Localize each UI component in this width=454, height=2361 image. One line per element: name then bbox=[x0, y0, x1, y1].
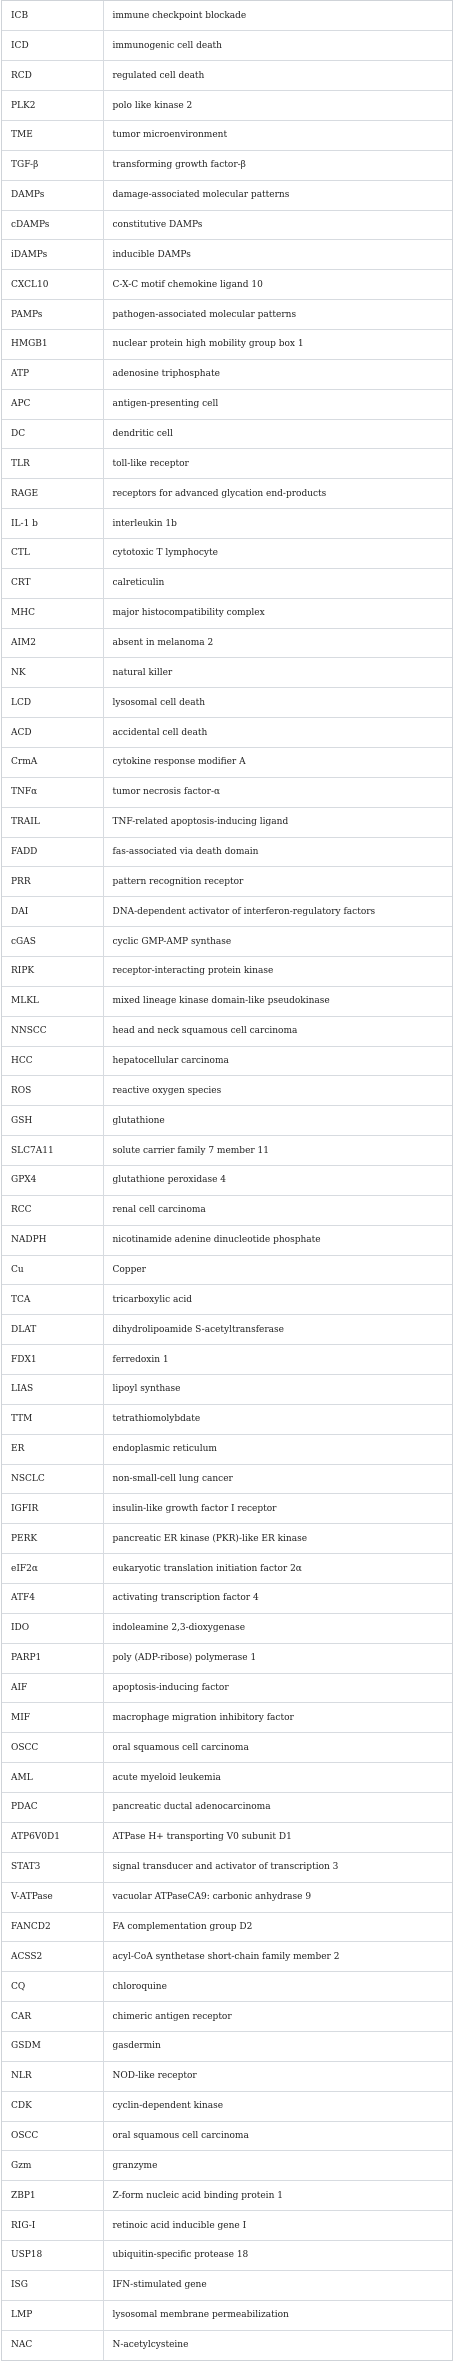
table-row bbox=[2, 2300, 452, 2330]
table-row bbox=[2, 658, 452, 688]
table-row bbox=[2, 210, 452, 240]
table-row bbox=[2, 957, 452, 987]
table-row bbox=[2, 1106, 452, 1136]
definition-cell: reactive oxygen species bbox=[103, 1076, 452, 1106]
abbreviation-cell: CQ bbox=[2, 1972, 103, 2002]
definition-cell: absent in melanoma 2 bbox=[103, 628, 452, 658]
definition-cell: DNA-dependent activator of interferon-regulatory factors bbox=[103, 897, 452, 927]
table-row bbox=[2, 2031, 452, 2061]
table-row bbox=[2, 2211, 452, 2241]
definition-cell: macrophage migration inhibitory factor bbox=[103, 1703, 452, 1733]
abbreviation-cell: CXCL10 bbox=[2, 270, 103, 300]
table-row bbox=[2, 628, 452, 658]
table-row bbox=[2, 777, 452, 807]
abbreviation-cell: DAMPs bbox=[2, 180, 103, 210]
abbreviation-cell: MHC bbox=[2, 598, 103, 628]
definition-cell: oral squamous cell carcinoma bbox=[103, 1733, 452, 1763]
definition-cell: acyl-CoA synthetase short-chain family member 2 bbox=[103, 1942, 452, 1972]
abbreviation-cell: ER bbox=[2, 1434, 103, 1464]
definition-cell: NOD-like receptor bbox=[103, 2061, 452, 2091]
abbreviation-cell: MIF bbox=[2, 1703, 103, 1733]
definition-cell: tetrathiomolybdate bbox=[103, 1404, 452, 1434]
definition-cell: signal transducer and activator of transcription 3 bbox=[103, 1852, 452, 1882]
table-row bbox=[2, 2151, 452, 2181]
table-row bbox=[2, 1404, 452, 1434]
abbreviation-cell: AML bbox=[2, 1763, 103, 1793]
definition-cell: non-small-cell lung cancer bbox=[103, 1464, 452, 1494]
definition-cell: receptor-interacting protein kinase bbox=[103, 957, 452, 987]
definition-cell: tumor necrosis factor-α bbox=[103, 777, 452, 807]
abbreviation-cell: TRAIL bbox=[2, 807, 103, 837]
definition-cell: damage-associated molecular patterns bbox=[103, 180, 452, 210]
table-row bbox=[2, 1763, 452, 1793]
table-row bbox=[2, 1136, 452, 1166]
abbreviation-cell: NLR bbox=[2, 2061, 103, 2091]
definition-cell: mixed lineage kinase domain-like pseudokinase bbox=[103, 986, 452, 1016]
abbreviation-cell: NNSCC bbox=[2, 1016, 103, 1046]
definition-cell: tricarboxylic acid bbox=[103, 1285, 452, 1315]
table-row bbox=[2, 2121, 452, 2151]
table-row bbox=[2, 867, 452, 897]
table-row bbox=[2, 1822, 452, 1852]
abbreviation-cell: PLK2 bbox=[2, 91, 103, 121]
abbreviation-cell: iDAMPs bbox=[2, 240, 103, 270]
definition-cell: regulated cell death bbox=[103, 61, 452, 91]
abbreviation-cell: DLAT bbox=[2, 1315, 103, 1345]
abbreviation-cell: TTM bbox=[2, 1404, 103, 1434]
table-row bbox=[2, 1673, 452, 1703]
table-row bbox=[2, 1942, 452, 1972]
abbreviation-cell: STAT3 bbox=[2, 1852, 103, 1882]
table-row bbox=[2, 568, 452, 598]
table-row bbox=[2, 1166, 452, 1196]
table-row bbox=[2, 1882, 452, 1912]
table-row bbox=[2, 1285, 452, 1315]
definition-cell: lysosomal cell death bbox=[103, 688, 452, 718]
table-row bbox=[2, 150, 452, 180]
table-row bbox=[2, 986, 452, 1016]
definition-cell: ubiquitin-specific protease 18 bbox=[103, 2240, 452, 2270]
definition-cell: pancreatic ductal adenocarcinoma bbox=[103, 1793, 452, 1823]
table-row bbox=[2, 1494, 452, 1524]
table-row bbox=[2, 1554, 452, 1584]
table-row bbox=[2, 2181, 452, 2211]
definition-cell: apoptosis-inducing factor bbox=[103, 1673, 452, 1703]
table-row bbox=[2, 1972, 452, 2002]
abbreviation-cell: ZBP1 bbox=[2, 2181, 103, 2211]
table-row bbox=[2, 240, 452, 270]
definition-cell: acute myeloid leukemia bbox=[103, 1763, 452, 1793]
definition-cell: major histocompatibility complex bbox=[103, 598, 452, 628]
definition-cell: ATPase H+ transporting V0 subunit D1 bbox=[103, 1822, 452, 1852]
definition-cell: polo like kinase 2 bbox=[103, 91, 452, 121]
abbreviation-cell: ATF4 bbox=[2, 1584, 103, 1614]
abbreviation-cell: DC bbox=[2, 419, 103, 449]
table-row bbox=[2, 718, 452, 748]
definition-cell: pathogen-associated molecular patterns bbox=[103, 300, 452, 330]
table-row bbox=[2, 270, 452, 300]
abbreviation-cell: cDAMPs bbox=[2, 210, 103, 240]
definition-cell: transforming growth factor-β bbox=[103, 150, 452, 180]
definition-cell: activating transcription factor 4 bbox=[103, 1584, 452, 1614]
abbreviation-cell: HCC bbox=[2, 1046, 103, 1076]
definition-cell: renal cell carcinoma bbox=[103, 1195, 452, 1225]
definition-cell: granzyme bbox=[103, 2151, 452, 2181]
abbreviation-cell: LIAS bbox=[2, 1375, 103, 1405]
abbreviation-cell: PDAC bbox=[2, 1793, 103, 1823]
definition-cell: adenosine triphosphate bbox=[103, 359, 452, 389]
definition-cell: IFN-stimulated gene bbox=[103, 2270, 452, 2300]
abbreviation-cell: ACD bbox=[2, 718, 103, 748]
table-row bbox=[2, 1255, 452, 1285]
abbreviation-cell: APC bbox=[2, 389, 103, 419]
table-row bbox=[2, 449, 452, 479]
table-row bbox=[2, 1524, 452, 1554]
definition-cell: TNF-related apoptosis-inducing ligand bbox=[103, 807, 452, 837]
table-row bbox=[2, 1912, 452, 1942]
definition-cell: retinoic acid inducible gene I bbox=[103, 2211, 452, 2241]
definition-cell: dihydrolipoamide S-acetyltransferase bbox=[103, 1315, 452, 1345]
table-row bbox=[2, 807, 452, 837]
table-row bbox=[2, 2240, 452, 2270]
definition-cell: inducible DAMPs bbox=[103, 240, 452, 270]
abbreviation-cell: ATP bbox=[2, 359, 103, 389]
table-row bbox=[2, 2002, 452, 2032]
abbreviation-cell: RCD bbox=[2, 61, 103, 91]
definition-cell: vacuolar ATPaseCA9: carbonic anhydrase 9 bbox=[103, 1882, 452, 1912]
definition-cell: nicotinamide adenine dinucleotide phosphate bbox=[103, 1225, 452, 1255]
definition-cell: receptors for advanced glycation end-products bbox=[103, 479, 452, 509]
abbreviation-cell: SLC7A11 bbox=[2, 1136, 103, 1166]
definition-cell: toll-like receptor bbox=[103, 449, 452, 479]
table-row bbox=[2, 897, 452, 927]
table-row bbox=[2, 419, 452, 449]
table-row bbox=[2, 1584, 452, 1614]
definition-cell: eukaryotic translation initiation factor 2α bbox=[103, 1554, 452, 1584]
table-row bbox=[2, 2270, 452, 2300]
abbreviation-cell: RIG-I bbox=[2, 2211, 103, 2241]
abbreviation-cell: LCD bbox=[2, 688, 103, 718]
abbreviation-cell: CTL bbox=[2, 538, 103, 568]
abbreviation-cell: GSH bbox=[2, 1106, 103, 1136]
table-row bbox=[2, 2091, 452, 2121]
definition-cell: insulin-like growth factor I receptor bbox=[103, 1494, 452, 1524]
abbreviation-cell: DAI bbox=[2, 897, 103, 927]
definition-cell: endoplasmic reticulum bbox=[103, 1434, 452, 1464]
abbreviation-cell: ISG bbox=[2, 2270, 103, 2300]
abbreviation-cell: IDO bbox=[2, 1613, 103, 1643]
table-row bbox=[2, 61, 452, 91]
definition-cell: cyclin-dependent kinase bbox=[103, 2091, 452, 2121]
table-row bbox=[2, 1434, 452, 1464]
definition-cell: head and neck squamous cell carcinoma bbox=[103, 1016, 452, 1046]
table-row bbox=[2, 1703, 452, 1733]
abbreviation-cell: GSDM bbox=[2, 2031, 103, 2061]
definition-cell: antigen-presenting cell bbox=[103, 389, 452, 419]
definition-cell: cyclic GMP-AMP synthase bbox=[103, 927, 452, 957]
abbreviation-cell: TCA bbox=[2, 1285, 103, 1315]
abbreviation-cell: cGAS bbox=[2, 927, 103, 957]
definition-cell: cytokine response modifier A bbox=[103, 747, 452, 777]
definition-cell: chloroquine bbox=[103, 1972, 452, 2002]
table-row bbox=[2, 688, 452, 718]
abbreviation-cell: PERK bbox=[2, 1524, 103, 1554]
table-row bbox=[2, 2061, 452, 2091]
definition-cell: immune checkpoint blockade bbox=[103, 1, 452, 31]
table-row bbox=[2, 359, 452, 389]
definition-cell: lysosomal membrane permeabilization bbox=[103, 2300, 452, 2330]
abbreviation-cell: NK bbox=[2, 658, 103, 688]
abbreviation-cell: IL-1 b bbox=[2, 509, 103, 539]
abbreviation-cell: TLR bbox=[2, 449, 103, 479]
definition-cell: C-X-C motif chemokine ligand 10 bbox=[103, 270, 452, 300]
definition-cell: glutathione peroxidase 4 bbox=[103, 1166, 452, 1196]
table-row bbox=[2, 1643, 452, 1673]
definition-cell: interleukin 1b bbox=[103, 509, 452, 539]
definition-cell: indoleamine 2,3-dioxygenase bbox=[103, 1613, 452, 1643]
abbreviation-cell: FDX1 bbox=[2, 1345, 103, 1375]
table-row bbox=[2, 1315, 452, 1345]
table-row bbox=[2, 389, 452, 419]
abbreviation-cell: FANCD2 bbox=[2, 1912, 103, 1942]
abbreviation-cell: CAR bbox=[2, 2002, 103, 2032]
definition-cell: lipoyl synthase bbox=[103, 1375, 452, 1405]
table-row bbox=[2, 1016, 452, 1046]
abbreviation-cell: V-ATPase bbox=[2, 1882, 103, 1912]
table-row bbox=[2, 1793, 452, 1823]
abbreviation-cell: Cu bbox=[2, 1255, 103, 1285]
abbreviation-cell: USP18 bbox=[2, 2240, 103, 2270]
abbreviation-cell: PRR bbox=[2, 867, 103, 897]
abbreviation-cell: CrmA bbox=[2, 747, 103, 777]
definition-cell: natural killer bbox=[103, 658, 452, 688]
abbreviation-cell: RIPK bbox=[2, 957, 103, 987]
definition-cell: pattern recognition receptor bbox=[103, 867, 452, 897]
table-row bbox=[2, 1375, 452, 1405]
abbreviation-cell: PAMPs bbox=[2, 300, 103, 330]
definition-cell: immunogenic cell death bbox=[103, 31, 452, 61]
table-row bbox=[2, 1076, 452, 1106]
definition-cell: nuclear protein high mobility group box 1 bbox=[103, 329, 452, 359]
abbreviation-cell: CRT bbox=[2, 568, 103, 598]
table-row bbox=[2, 329, 452, 359]
definition-cell: pancreatic ER kinase (PKR)-like ER kinase bbox=[103, 1524, 452, 1554]
table-row bbox=[2, 1195, 452, 1225]
abbreviation-cell: Gzm bbox=[2, 2151, 103, 2181]
definition-cell: fas-associated via death domain bbox=[103, 837, 452, 867]
table-row bbox=[2, 91, 452, 121]
abbreviation-cell: NAC bbox=[2, 2330, 103, 2360]
definition-cell: poly (ADP-ribose) polymerase 1 bbox=[103, 1643, 452, 1673]
table-row bbox=[2, 1733, 452, 1763]
definition-cell: constitutive DAMPs bbox=[103, 210, 452, 240]
table-row bbox=[2, 598, 452, 628]
abbreviation-cell: ICB bbox=[2, 1, 103, 31]
table-row bbox=[2, 2330, 452, 2360]
definition-cell: ferredoxin 1 bbox=[103, 1345, 452, 1375]
abbreviation-cell: NADPH bbox=[2, 1225, 103, 1255]
table-row bbox=[2, 837, 452, 867]
table-row bbox=[2, 1464, 452, 1494]
abbreviation-cell: OSCC bbox=[2, 1733, 103, 1763]
table-body bbox=[2, 1, 452, 2360]
abbreviation-cell: eIF2α bbox=[2, 1554, 103, 1584]
table-row bbox=[2, 1046, 452, 1076]
abbreviation-cell: CDK bbox=[2, 2091, 103, 2121]
abbreviation-cell: FADD bbox=[2, 837, 103, 867]
table-row bbox=[2, 538, 452, 568]
table-row bbox=[2, 1613, 452, 1643]
abbreviation-cell: ROS bbox=[2, 1076, 103, 1106]
definition-cell: chimeric antigen receptor bbox=[103, 2002, 452, 2032]
definition-cell: Z-form nucleic acid binding protein 1 bbox=[103, 2181, 452, 2211]
abbreviation-cell: AIM2 bbox=[2, 628, 103, 658]
abbreviation-cell: IGFIR bbox=[2, 1494, 103, 1524]
table-row bbox=[2, 927, 452, 957]
abbreviations-table bbox=[1, 0, 453, 2361]
abbreviation-cell: AIF bbox=[2, 1673, 103, 1703]
abbreviation-cell: LMP bbox=[2, 2300, 103, 2330]
table-row bbox=[2, 31, 452, 61]
table-row bbox=[2, 479, 452, 509]
table-row bbox=[2, 120, 452, 150]
abbreviation-cell: GPX4 bbox=[2, 1166, 103, 1196]
abbreviation-cell: PARP1 bbox=[2, 1643, 103, 1673]
definition-cell: N-acetylcysteine bbox=[103, 2330, 452, 2360]
table-row bbox=[2, 300, 452, 330]
abbreviation-cell: OSCC bbox=[2, 2121, 103, 2151]
table-row bbox=[2, 1, 452, 31]
table-row bbox=[2, 747, 452, 777]
definition-cell: calreticulin bbox=[103, 568, 452, 598]
abbreviation-cell: ACSS2 bbox=[2, 1942, 103, 1972]
definition-cell: oral squamous cell carcinoma bbox=[103, 2121, 452, 2151]
abbreviation-cell: TNFα bbox=[2, 777, 103, 807]
table-row bbox=[2, 180, 452, 210]
definition-cell: solute carrier family 7 member 11 bbox=[103, 1136, 452, 1166]
definition-cell: hepatocellular carcinoma bbox=[103, 1046, 452, 1076]
definition-cell: Copper bbox=[103, 1255, 452, 1285]
abbreviation-cell: NSCLC bbox=[2, 1464, 103, 1494]
definition-cell: tumor microenvironment bbox=[103, 120, 452, 150]
abbreviation-cell: ATP6V0D1 bbox=[2, 1822, 103, 1852]
definition-cell: accidental cell death bbox=[103, 718, 452, 748]
abbreviation-cell: TGF-β bbox=[2, 150, 103, 180]
abbreviations-grid bbox=[2, 1, 452, 2360]
abbreviation-cell: RAGE bbox=[2, 479, 103, 509]
abbreviation-cell: ICD bbox=[2, 31, 103, 61]
definition-cell: gasdermin bbox=[103, 2031, 452, 2061]
table-row bbox=[2, 1852, 452, 1882]
abbreviation-cell: TME bbox=[2, 120, 103, 150]
abbreviation-cell: MLKL bbox=[2, 986, 103, 1016]
table-row bbox=[2, 1345, 452, 1375]
table-row bbox=[2, 1225, 452, 1255]
definition-cell: dendritic cell bbox=[103, 419, 452, 449]
definition-cell: cytotoxic T lymphocyte bbox=[103, 538, 452, 568]
table-row bbox=[2, 509, 452, 539]
definition-cell: glutathione bbox=[103, 1106, 452, 1136]
abbreviation-cell: RCC bbox=[2, 1195, 103, 1225]
abbreviation-cell: HMGB1 bbox=[2, 329, 103, 359]
definition-cell: FA complementation group D2 bbox=[103, 1912, 452, 1942]
